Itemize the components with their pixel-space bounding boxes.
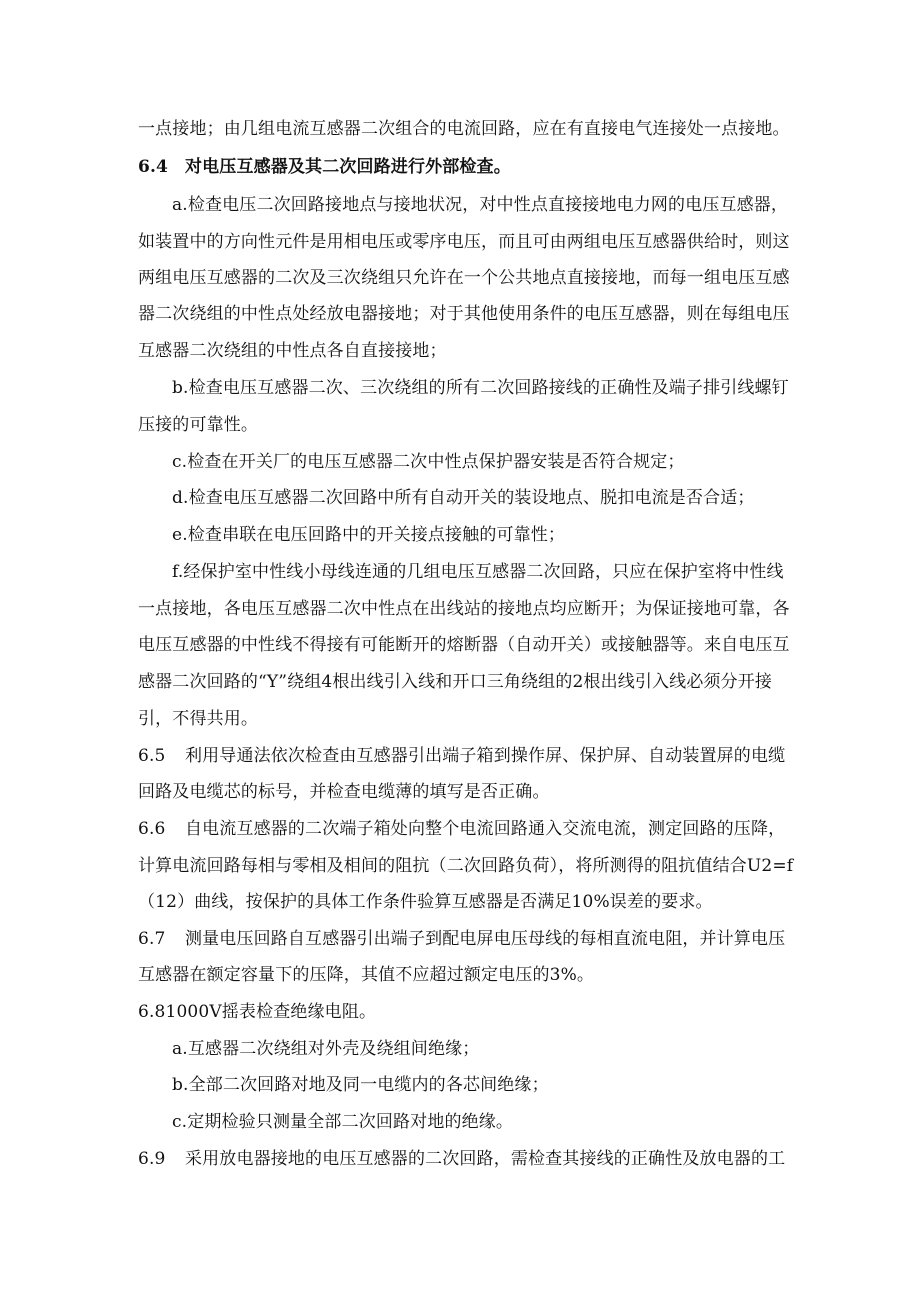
text-line: b.检查电压互感器二次、三次绕组的所有二次回路接线的正确性及端子排引线螺钉: [172, 378, 789, 398]
text-line: 回路及电缆芯的标号，并检查电缆薄的填写是否正确。: [138, 782, 550, 802]
text-line: 一点接地；由几组电流互感器二次组合的电流回路，应在有直接电气连接处一点接地。: [138, 119, 790, 139]
section-number: 6.5: [138, 746, 166, 766]
section-number: 6.6: [138, 819, 166, 839]
text-line: a.互感器二次绕组对外壳及绕组间绝缘；: [172, 1039, 480, 1059]
section-line: [138, 745, 788, 767]
text-line: c.定期检验只测量全部二次回路对地的绝缘。: [172, 1112, 514, 1132]
text-line: 一点接地，各电压互感器二次中性点在出线站的接地点均应断开；为保证接地可靠，各: [138, 599, 790, 619]
section-number: 6.9: [138, 1149, 166, 1169]
text-line: （12）曲线，按保护的具体工作条件验算互感器是否满足10%误差的要求。: [138, 892, 713, 912]
text-line: f.经保护室中性线小母线连通的几组电压互感器二次回路，只应在保护室将中性线: [172, 562, 784, 582]
text-line: 感器二次回路的“Y”绕组4根出线引入线和开口三角绕组的2根出线引入线必须分开接: [138, 672, 773, 692]
text-line: 电压互感器的中性线不得接有可能断开的熔断器（自动开关）或接触器等。来自电压互: [138, 635, 790, 655]
section-heading: [138, 156, 788, 178]
section-text: 测量电压回路自互感器引出端子到配电屏电压母线的每相直流电阻，并计算电压: [185, 929, 786, 949]
section-number: 6.4: [138, 157, 169, 177]
section-text: 采用放电器接地的电压互感器的二次回路，需检查其接线的正确性及放电器的工: [185, 1149, 786, 1169]
text-line: 互感器在额定容量下的压降，其值不应超过额定电压的3%。: [138, 965, 595, 985]
section-line: [138, 928, 788, 950]
text-line: c.检查在开关厂的电压互感器二次中性点保护器安装是否符合规定；: [172, 452, 685, 472]
section-title: 对电压互感器及其二次回路进行外部检查。: [185, 157, 511, 177]
text-line: 压接的可靠性。: [138, 415, 259, 435]
section-text: 利用导通法依次检查由互感器引出端子箱到操作屏、保护屏、自动装置屏的电缆: [185, 746, 786, 766]
text-line: e.检查串联在电压回路中的开关接点接触的可靠性；: [172, 525, 566, 545]
text-line: b.全部二次回路对地及同一电缆内的各芯间绝缘；: [172, 1075, 549, 1095]
text-line: d.检查电压互感器二次回路中所有自动开关的装设地点、脱扣电流是否合适；: [172, 488, 755, 508]
text-line: a.检查电压二次回路接地点与接地状况，对中性点直接接地电力网的电压互感器，: [172, 195, 789, 215]
section-line: [138, 818, 788, 840]
section-text: 自电流互感器的二次端子箱处向整个电流回路通入交流电流，测定回路的压降，: [185, 819, 786, 839]
text-line: 计算电流回路每相与零相及相间的阻抗（二次回路负荷），将所测得的阻抗值结合U2=f: [138, 856, 794, 876]
text-line: 引，不得共用。: [138, 709, 259, 729]
text-line: 如装置中的方向性元件是用相电压或零序电压，而且可由两组电压互感器供给时，则这: [138, 232, 790, 252]
section-number: 6.7: [138, 929, 166, 949]
text-line: 器二次绕组的中性点处经放电器接地；对于其他使用条件的电压互感器，则在每组电压: [138, 304, 790, 324]
section-line: [138, 1148, 788, 1170]
text-line: 互感器二次绕组的中性点各自直接接地；: [138, 341, 447, 361]
section-line: 6.81000V摇表检查绝缘电阻。: [138, 1002, 377, 1022]
text-line: 两组电压互感器的二次及三次绕组只允许在一个公共地点直接接地，而每一组电压互感: [138, 268, 790, 288]
